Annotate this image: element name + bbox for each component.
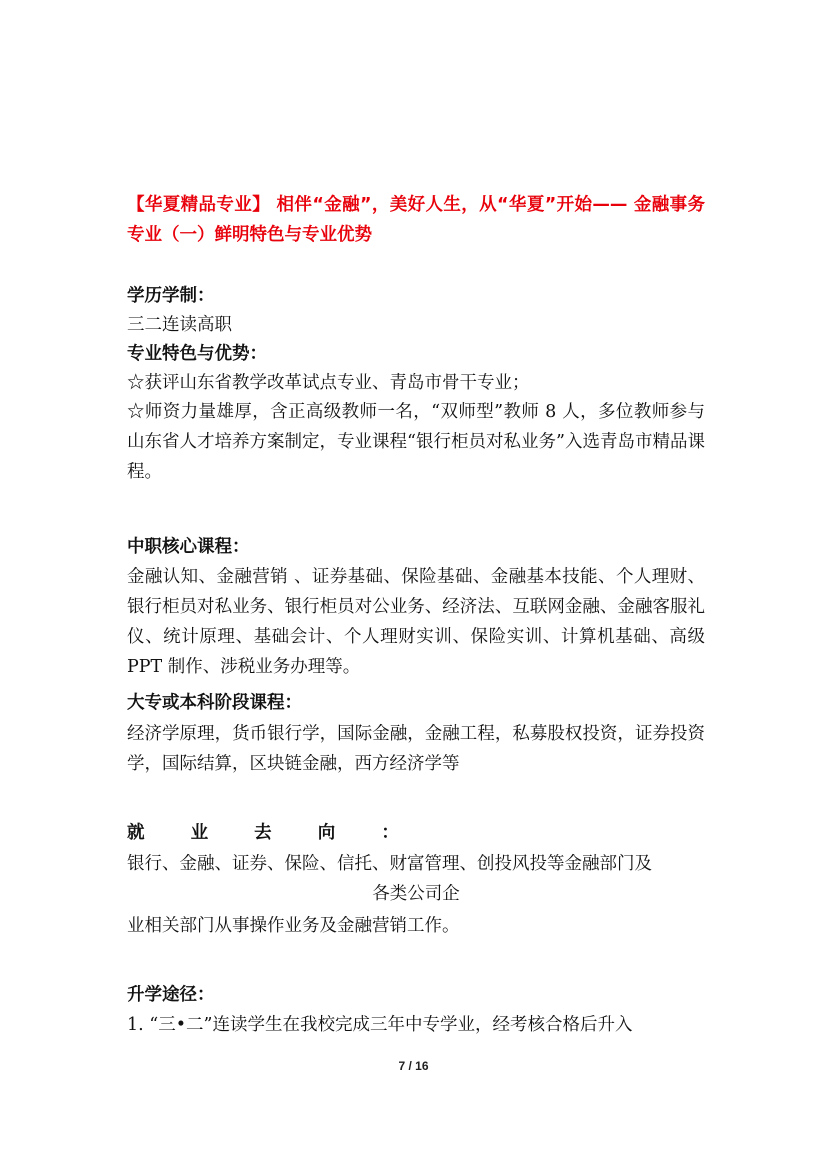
- employment-line-3: 业相关部门从事操作业务及金融营销工作。: [127, 916, 460, 936]
- core-courses-text: 金融认知、金融营销 、证券基础、保险基础、金融基本技能、个人理财、银行柜员对私业务、银行柜员对公业务、经济法、互联网金融、金融客服礼仪、统计原理、基础会计、个人理财实训、保险实训、计算机基础、高级 PPT 制作、涉税业务办理等。: [127, 567, 705, 677]
- features-item-1: ☆获评山东省教学改革试点专业、青岛市骨干专业；: [127, 373, 530, 393]
- further-study-heading: 升学途径：: [127, 985, 215, 1005]
- core-courses-heading: 中职核心课程：: [127, 537, 250, 557]
- college-courses-text: 经济学原理，货币银行学，国际金融，金融工程，私募股权投资，证券投资学，国际结算，区块链金融，西方经济学等: [127, 724, 705, 774]
- employment-heading: 就 业 去 向 ：: [127, 823, 419, 843]
- further-study-item-1: 1. “三•二”连读学生在我校完成三年中专学业，经考核合格后升入: [127, 1015, 633, 1035]
- employment-line-2: 各类公司企: [372, 884, 460, 904]
- education-heading: 学历学制：: [127, 286, 215, 306]
- features-item-2: ☆师资力量雄厚，含正高级教师一名，“双师型”教师 8 人，多位教师参与山东省人才培养方案制定，专业课程“银行柜员对私业务”入选青岛市精品课程。: [127, 402, 705, 482]
- page-number: 7 / 16: [398, 1059, 429, 1073]
- page-title: 【华夏精品专业】 相伴“金融”，美好人生，从“华夏”开始—— 金融事务专业（一）鲜明特色与专业优势: [127, 195, 705, 245]
- features-heading: 专业特色与优势：: [127, 344, 267, 364]
- education-value: 三二连读高职: [127, 315, 232, 335]
- employment-line-1: 银行、金融、证券、保险、信托、财富管理、创投风投等金融部门及: [127, 854, 652, 874]
- college-courses-heading: 大专或本科阶段课程：: [127, 693, 302, 713]
